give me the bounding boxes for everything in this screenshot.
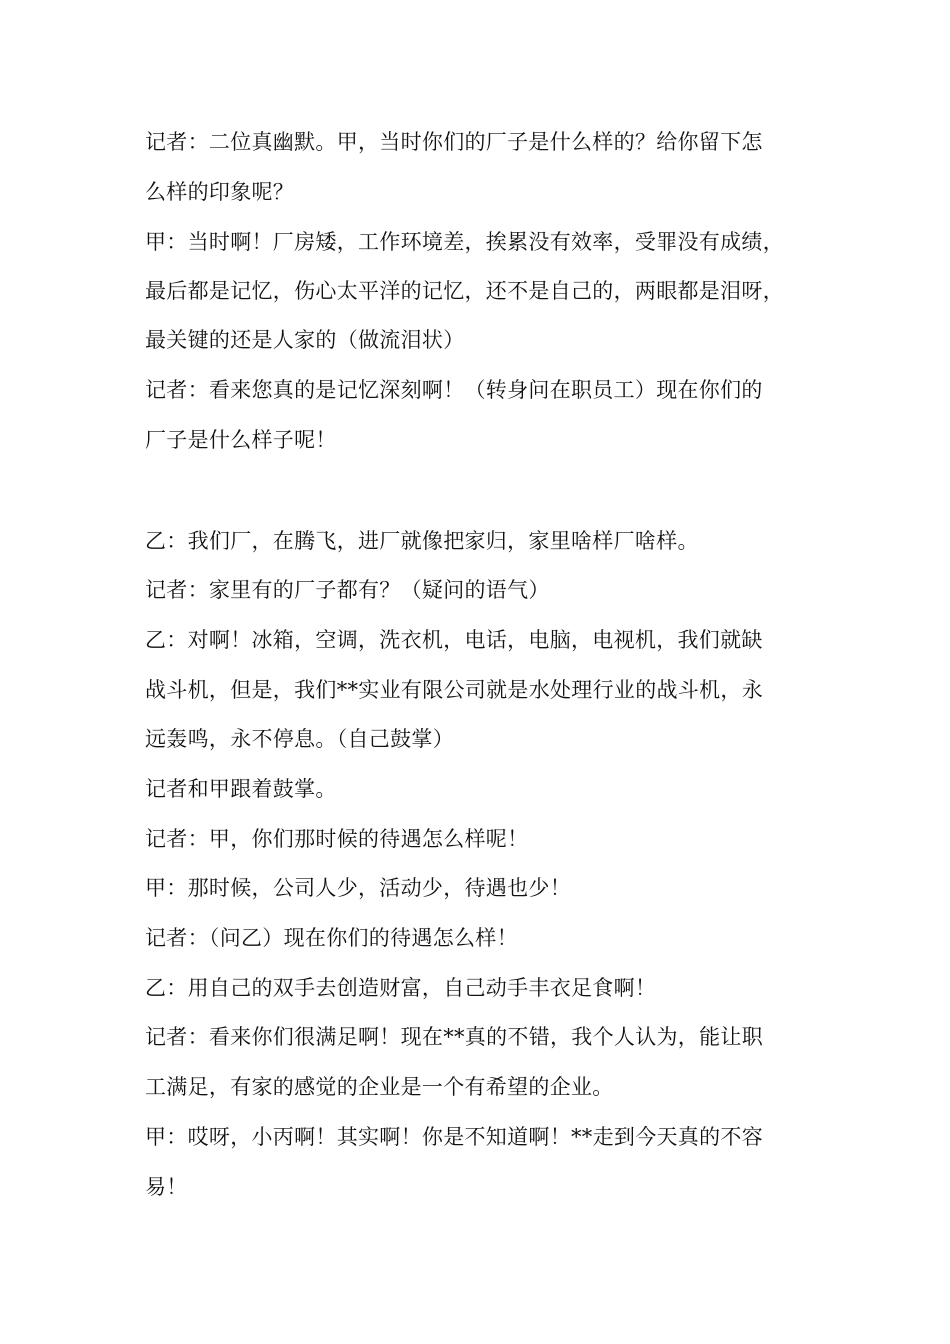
text-line: 乙：我们厂，在腾飞，进厂就像把家归，家里啥样厂啥样。 <box>145 529 699 553</box>
text-line: 甲：那时候，公司人少，活动少，待遇也少！ <box>145 876 571 900</box>
text-line: 最关键的还是人家的（做流泪状） <box>145 328 465 352</box>
text-line: 甲：哎呀，小丙啊！其实啊！你是不知道啊！**走到今天真的不容 <box>145 1125 763 1149</box>
text-line: 远轰鸣，永不停息。（自己鼓掌） <box>145 727 454 751</box>
text-line: 记者：甲，你们那时候的待遇怎么样呢！ <box>145 827 529 851</box>
text-line: 乙：用自己的双手去创造财富，自己动手丰衣足食啊！ <box>145 976 657 1000</box>
text-line: 记者：二位真幽默。甲，当时你们的厂子是什么样的？给你留下怎 <box>145 130 763 154</box>
text-line: 最后都是记忆，伤心太平洋的记忆，还不是自己的，两眼都是泪呀， <box>145 279 784 303</box>
text-line: 么样的印象呢？ <box>145 180 295 204</box>
text-line: 记者：（问乙）现在你们的待遇怎么样！ <box>145 926 518 950</box>
text-line: 记者：家里有的厂子都有？（疑问的语气） <box>145 578 550 602</box>
text-line: 记者：看来您真的是记忆深刻啊！（转身问在职员工）现在你们的 <box>145 378 763 402</box>
text-line: 厂子是什么样子呢！ <box>145 428 337 452</box>
text-line: 战斗机，但是，我们**实业有限公司就是水处理行业的战斗机，永 <box>145 678 763 702</box>
text-line: 记者：看来你们很满足啊！现在**真的不错，我个人认为，能让职 <box>145 1025 763 1049</box>
text-line: 甲：当时啊！厂房矮，工作环境差，挨累没有效率，受罪没有成绩， <box>145 230 784 254</box>
text-line: 乙：对啊！冰箱，空调，洗衣机，电话，电脑，电视机，我们就缺 <box>145 628 763 652</box>
text-line: 工满足，有家的感觉的企业是一个有希望的企业。 <box>145 1075 614 1099</box>
text-line: 易！ <box>145 1175 188 1199</box>
text-line: 记者和甲跟着鼓掌。 <box>145 777 337 801</box>
